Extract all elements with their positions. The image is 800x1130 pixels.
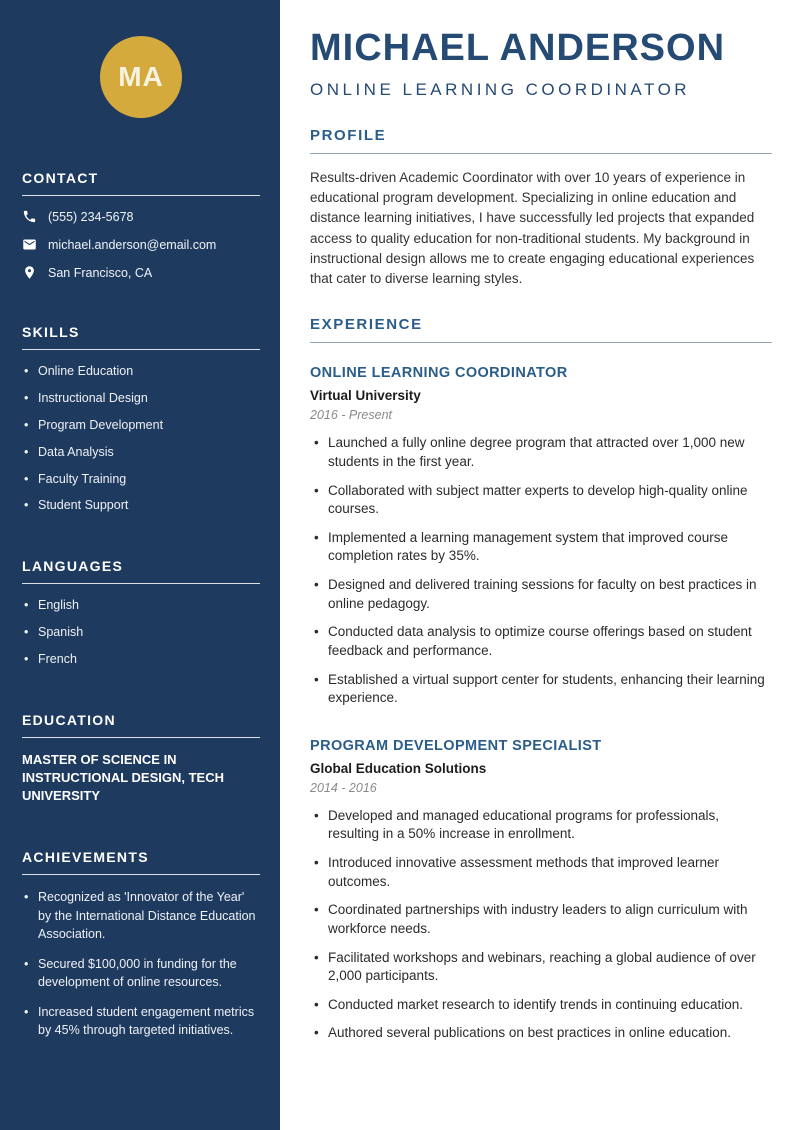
language-item: • Spanish xyxy=(22,624,260,641)
experience-section xyxy=(310,316,772,1043)
job-title: ONLINE LEARNING COORDINATOR xyxy=(310,365,568,382)
education-degree: MASTER OF SCIENCE IN INSTRUCTIONAL DESIGN, TECH UNIVERSITY xyxy=(22,751,224,804)
job-entry xyxy=(310,365,772,708)
skill-item: • Student Support xyxy=(22,497,260,514)
profile-heading: PROFILE xyxy=(310,127,772,154)
job-company: Global Education Solutions xyxy=(310,760,487,776)
achievements-heading: ACHIEVEMENTS xyxy=(22,849,260,875)
skill-item: • Program Development xyxy=(22,417,260,434)
languages-list xyxy=(22,597,260,668)
candidate-title: ONLINE LEARNING COORDINATOR xyxy=(310,79,691,99)
languages-heading: LANGUAGES xyxy=(22,558,260,584)
job-bullet: • Authored several publications on best practices in online education. xyxy=(310,1024,772,1043)
job-title: PROGRAM DEVELOPMENT SPECIALIST xyxy=(310,737,602,754)
skills-heading: SKILLS xyxy=(22,324,260,350)
job-bullet: • Collaborated with subject matter experts to develop high-quality online courses. xyxy=(310,482,772,519)
languages-section xyxy=(22,558,260,668)
job-bullet: • Designed and delivered training sessions for faculty on best practices in online pedagogy. xyxy=(310,576,772,613)
skill-item: • Online Education xyxy=(22,363,260,380)
education-heading: EDUCATION xyxy=(22,712,260,738)
contact-phone-text: (555) 234-5678 xyxy=(48,209,134,224)
job-bullets xyxy=(310,807,772,1043)
job-bullet: • Conducted market research to identify trends in continuing education. xyxy=(310,996,772,1015)
contact-email-text: michael.anderson@email.com xyxy=(48,237,217,252)
sidebar xyxy=(0,0,280,1130)
job-bullet: • Introduced innovative assessment methods that improved learner outcomes. xyxy=(310,854,772,891)
skill-item: • Faculty Training xyxy=(22,471,260,488)
achievement-item: • Recognized as 'Innovator of the Year' by the International Distance Education Association. xyxy=(22,888,260,942)
email-icon xyxy=(22,237,37,252)
profile-section xyxy=(310,127,772,290)
language-item: • English xyxy=(22,597,260,614)
profile-text: Results-driven Academic Coordinator with over 10 years of experience in educational program development. Specializing in online education and distance learning initiatives, I have successfully led projects that expanded access to quality education for non-traditional students. My background in instructional design allows me to create engaging educational experiences that cater to diverse learning styles. xyxy=(310,169,755,287)
achievement-item: • Increased student engagement metrics by 45% through targeted initiatives. xyxy=(22,1003,260,1039)
skills-list xyxy=(22,363,260,514)
job-bullet: • Launched a fully online degree program that attracted over 1,000 new students in the first year. xyxy=(310,434,772,471)
contact-item-phone xyxy=(22,209,260,224)
skill-item: • Data Analysis xyxy=(22,444,260,461)
achievement-item: • Secured $100,000 in funding for the development of online resources. xyxy=(22,955,260,991)
location-icon xyxy=(22,265,37,280)
avatar xyxy=(100,36,182,118)
phone-icon xyxy=(22,209,37,224)
job-entry xyxy=(310,738,772,1043)
job-bullet: • Established a virtual support center for students, enhancing their learning experience. xyxy=(310,671,772,708)
job-bullet: • Developed and managed educational programs for professionals, resulting in a 50% increase in enrollment. xyxy=(310,807,772,844)
experience-heading: EXPERIENCE xyxy=(310,316,772,343)
job-bullet: • Conducted data analysis to optimize course offerings based on student feedback and performance. xyxy=(310,623,772,660)
language-item: • French xyxy=(22,651,260,668)
education-section xyxy=(22,712,260,806)
contact-item-location xyxy=(22,265,260,280)
candidate-name: MICHAEL ANDERSON xyxy=(310,27,726,69)
skill-item: • Instructional Design xyxy=(22,390,260,407)
job-company: Virtual University xyxy=(310,388,421,404)
contact-section xyxy=(22,170,260,280)
contact-location-text: San Francisco, CA xyxy=(48,265,153,280)
main-content xyxy=(280,0,800,1130)
achievements-list xyxy=(22,888,260,1039)
job-dates: 2014 - 2016 xyxy=(310,780,377,795)
job-bullets xyxy=(310,434,772,708)
contact-item-email xyxy=(22,237,260,252)
job-bullet: • Coordinated partnerships with industry leaders to align curriculum with workforce needs. xyxy=(310,901,772,938)
contact-heading: CONTACT xyxy=(22,170,260,196)
achievements-section xyxy=(22,849,260,1039)
avatar-initials: MA xyxy=(118,61,164,92)
skills-section xyxy=(22,324,260,514)
job-bullet: • Facilitated workshops and webinars, reaching a global audience of over 2,000 participants. xyxy=(310,949,772,986)
job-bullet: • Implemented a learning management system that improved course completion rates by 35%. xyxy=(310,529,772,566)
job-dates: 2016 - Present xyxy=(310,408,392,423)
